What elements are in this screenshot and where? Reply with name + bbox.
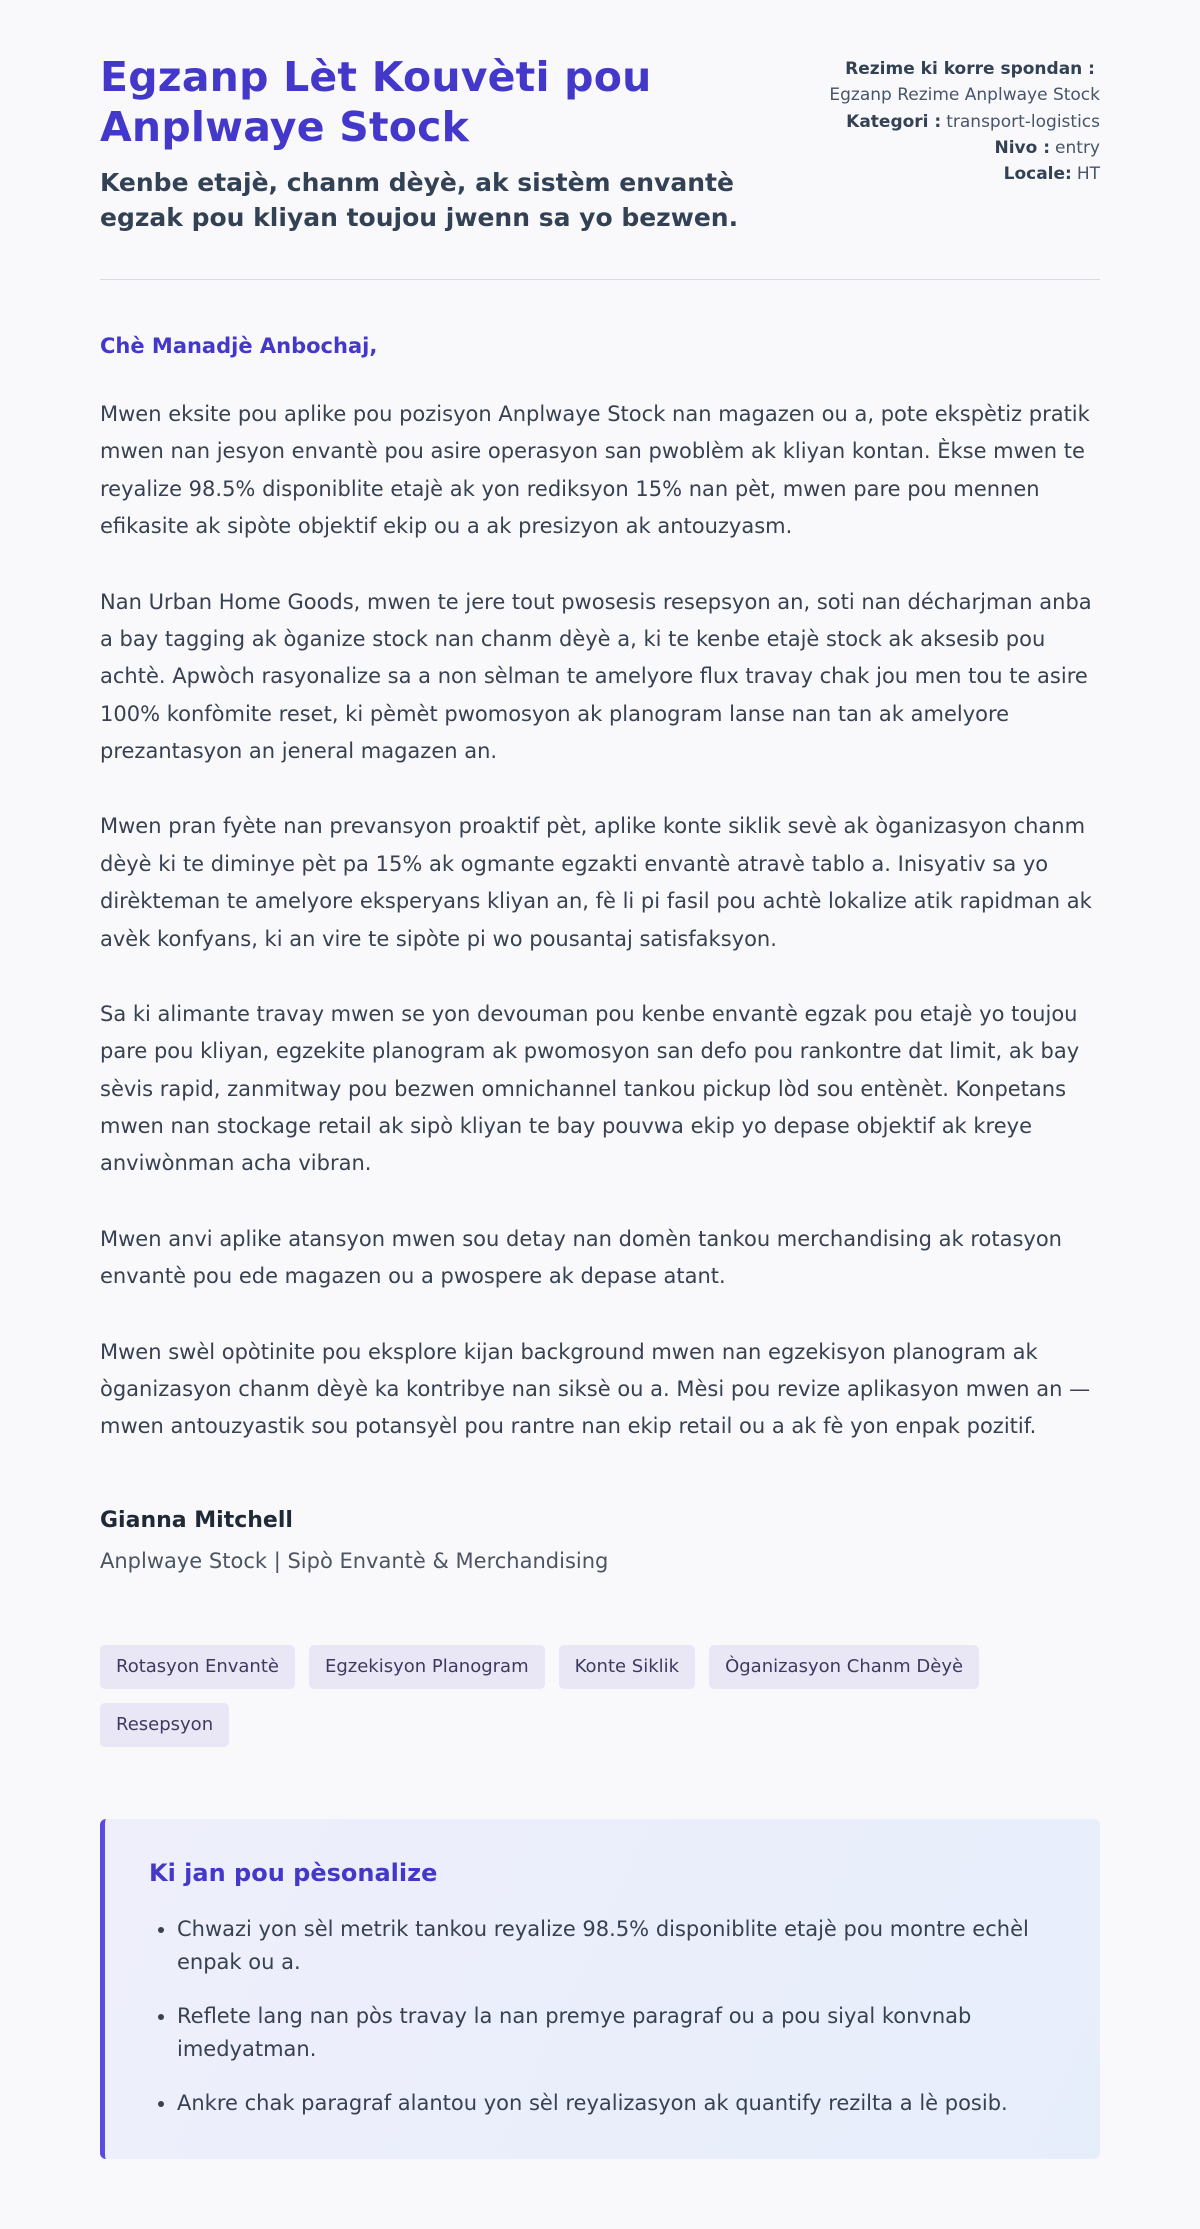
meta-level-line xyxy=(775,135,1100,161)
meta-resume-value: Egzanp Rezime Anplwaye Stock xyxy=(829,85,1100,106)
meta-locale-label: Locale: xyxy=(1003,164,1072,185)
letter-page xyxy=(100,0,1100,2229)
meta-level-value: entry xyxy=(1055,138,1100,159)
signature-name: Gianna Mitchell xyxy=(100,1507,293,1533)
meta-category-value: transport-logistics xyxy=(946,111,1100,132)
page-title: Egzanp Lèt Kouvèti pou Anplwaye Stock xyxy=(100,53,652,152)
tag-list xyxy=(100,1645,1100,1747)
meta-category-line xyxy=(775,109,1100,135)
tag-chip: Resepsyon xyxy=(100,1703,229,1747)
letter-greeting: Chè Manadjè Anbochaj, xyxy=(100,334,378,359)
header xyxy=(100,52,1100,235)
tag-chip: Egzekisyon Planogram xyxy=(309,1645,545,1689)
callout-heading: Ki jan pou pèsonalize xyxy=(149,1858,438,1887)
callout-item: • Reflete lang nan pòs travay la nan premye paragraf ou a pou siyal konvnab imedyatman. xyxy=(177,2000,1056,2067)
letter-paragraph: Nan Urban Home Goods, mwen te jere tout pwosesis resepsyon an, soti nan décharjman anba a bay tagging ak òganize stock nan chanm dèyè a, ki te kenbe etajè stock ak aksesib pou achtè. Apwòch rasyonalize sa a non sèlman te amelyore flux travay chak jou men tou te asire 100% konfòmite reset, ki pèmèt pwomosyon ak planogram lanse nan tan ak amelyore prezantasyon an jeneral magazen an. xyxy=(100,589,1092,764)
meta-category-label: Kategori : xyxy=(846,111,942,132)
letter-paragraph: Sa ki alimante travay mwen se yon devouman pou kenbe envantè egzak pou etajè yo toujou pare pou kliyan, egzekite planogram ak pwomosyon san defo pou rankontre dat limit, ak bay sèvis rapid, zanmitway pou bezwen omnichannel tankou pickup lòd sou entènèt. Konpetans mwen nan stockage retail ak sipò kliyan te bay pouvwa ekip yo depase objektif ak kreye anviwònman acha vibran. xyxy=(100,1001,1080,1176)
meta-locale-line xyxy=(775,161,1100,187)
tag-chip: Òganizasyon Chanm Dèyè xyxy=(709,1645,979,1689)
callout-list xyxy=(149,1913,1056,2121)
page-subtitle: Kenbe etajè, chanm dèyè, ak sistèm envantè egzak pou kliyan toujou jwenn sa yo bezwen. xyxy=(100,168,739,232)
meta-resume-label: Rezime ki korre spondan : xyxy=(845,59,1095,79)
callout-item: • Chwazi yon sèl metrik tankou reyalize 98.5% disponiblite etajè pou montre echèl enpak ou a. xyxy=(177,1913,1056,1980)
letter-paragraph: Mwen pran fyète nan prevansyon proaktif pèt, aplike konte siklik sevè ak òganizasyon chanm dèyè ki te diminye pèt pa 15% ak ogmante egzakti envantè atravè tablo a. Inisyativ sa yo dirèkteman te amelyore eksperyans kliyan an, fè li pi fasil pou achtè lokalize atik rapidman ak avèk konfyans, ki an vire te sipòte pi wo pousantaj satisfaksyon. xyxy=(100,814,1092,951)
letter-paragraph: Mwen swèl opòtinite pou eksplore kijan background mwen nan egzekisyon planogram ak òganizasyon chanm dèyè ka kontribye nan siksè ou a. Mèsi pou revize aplikasyon mwen an —mwen antouzyastik sou potansyèl pou rantre nan ekip retail ou a ak fè yon enpak pozitif. xyxy=(100,1339,1091,1439)
callout-item: • Ankre chak paragraf alantou yon sèl reyalizasyon ak quantify rezilta a lè posib. xyxy=(177,2087,1056,2121)
tag-chip: Konte Siklik xyxy=(559,1645,695,1689)
meta-locale-value: HT xyxy=(1076,164,1100,185)
meta-level-label: Nivo : xyxy=(994,138,1051,159)
letter-paragraph: Mwen eksite pou aplike pou pozisyon Anplwaye Stock nan magazen ou a, pote ekspètiz pratik mwen nan jesyon envantè pou asire operasyon san pwoblèm ak kliyan kontan. Èkse mwen te reyalize 98.5% disponiblite etajè ak yon rediksyon 15% nan pèt, mwen pare pou mennen efikasite ak sipòte objektif ekip ou a ak presizyon ak antouzyasm. xyxy=(100,402,1090,539)
header-title-block xyxy=(100,52,745,235)
letter-paragraph: Mwen anvi aplike atansyon mwen sou detay nan domèn tankou merchandising ak rotasyon envantè pou ede magazen ou a pwospere ak depase atant. xyxy=(100,1226,1062,1289)
header-divider xyxy=(100,279,1100,280)
signature-role: Anplwaye Stock | Sipò Envantè & Merchandising xyxy=(100,1548,609,1573)
tag-chip: Rotasyon Envantè xyxy=(100,1645,295,1689)
document-meta xyxy=(775,52,1100,188)
personalize-callout xyxy=(100,1819,1100,2159)
